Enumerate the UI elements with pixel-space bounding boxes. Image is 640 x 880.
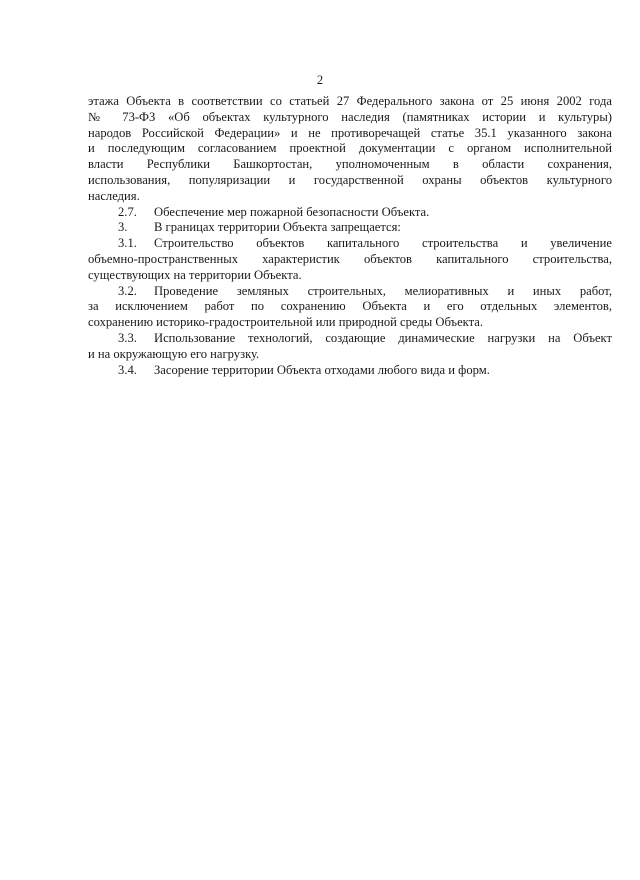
text-line (88, 331, 612, 347)
text-line: № 73-ФЗ «Об объектах культурного наследия (памятниках истории и культуры) (88, 109, 612, 124)
clause-2-7 (88, 205, 612, 221)
clause-text: Засорение территории Объекта отходами любого вида и форм. (154, 362, 490, 377)
clause-3-4 (88, 363, 612, 379)
document-body (88, 94, 612, 378)
clause-number: 3. (118, 220, 128, 235)
clause-text: Использование технологий, создающие динамические нагрузки на Объект (154, 330, 612, 345)
text-line: объемно-пространственных характеристик объектов капитального строительства, (88, 251, 612, 266)
clause-text: Строительство объектов капитального строительства и увеличение (154, 236, 612, 251)
text-line: наследия. (88, 188, 140, 203)
clause-3-3 (88, 331, 612, 363)
text-line: сохранению историко-градостроительной или природной среды Объекта. (88, 315, 484, 330)
clause-text: Обеспечение мер пожарной безопасности Объекта. (154, 204, 430, 219)
text-line (88, 220, 612, 236)
text-line: народов Российской Федерации» и не противоречащей статье 35.1 указанного закона (88, 125, 612, 140)
text-line: власти Республики Башкортостан, уполномоченным в области сохранения, (88, 157, 612, 172)
clause-3-2 (88, 284, 612, 331)
clause-3-1 (88, 236, 612, 283)
clause-text: Проведение земляных строительных, мелиоративных и иных работ, (154, 283, 612, 298)
clause-number: 3.2. (118, 283, 137, 298)
text-line (88, 363, 612, 379)
text-line (88, 205, 612, 221)
clause-number: 3.1. (118, 236, 137, 251)
text-line: использования, популяризации и государственной охраны объектов культурного (88, 172, 612, 187)
clause-number: 3.3. (118, 330, 137, 345)
clause-3 (88, 220, 612, 236)
clause-number: 3.4. (118, 362, 137, 377)
clause-text: В границах территории Объекта запрещается: (154, 220, 401, 235)
text-line: за исключением работ по сохранению Объекта и его отдельных элементов, (88, 299, 612, 314)
text-line: и на окружающую его нагрузку. (88, 346, 260, 361)
text-line: этажа Объекта в соответствии со статьей 27 Федерального закона от 25 июня 2002 года (88, 94, 612, 108)
intro-paragraph (88, 94, 612, 205)
text-line (88, 284, 612, 300)
text-line: существующих на территории Объекта. (88, 267, 302, 282)
text-line (88, 236, 612, 252)
page-number: 2 (316, 73, 324, 87)
clause-number: 2.7. (118, 204, 137, 219)
text-line: и последующим согласованием проектной документации с органом исполнительной (88, 141, 612, 156)
